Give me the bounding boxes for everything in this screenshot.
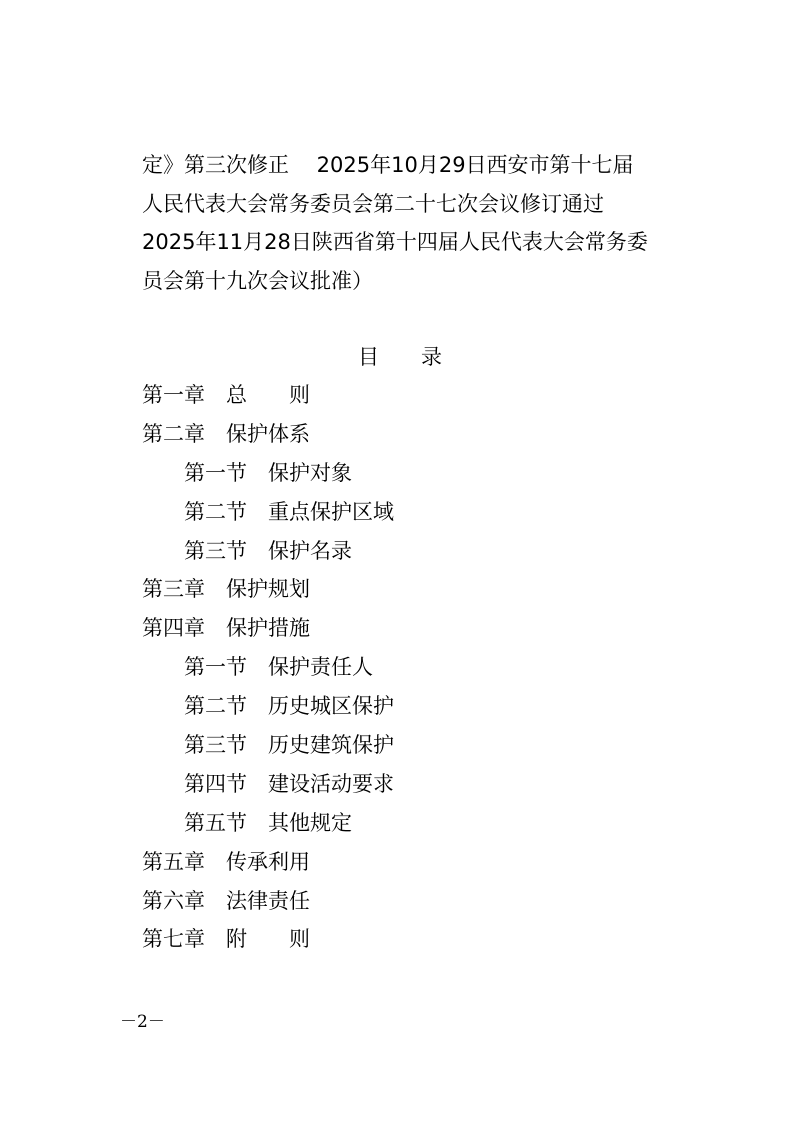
toc-number: 第五章 bbox=[142, 849, 205, 874]
toc-title: 保护名录 bbox=[268, 538, 352, 563]
toc-number: 第二节 bbox=[184, 694, 247, 719]
intro-line: 人民代表大会常务委员会第二十七次会议修订通过 bbox=[142, 191, 604, 216]
toc-chapter bbox=[142, 570, 702, 609]
toc-section bbox=[142, 765, 702, 804]
toc-chapter bbox=[142, 882, 702, 921]
toc-number: 第五节 bbox=[184, 810, 247, 835]
toc-chapter bbox=[142, 920, 702, 959]
toc-section bbox=[142, 454, 702, 493]
toc-number: 第一节 bbox=[184, 460, 247, 485]
toc-section bbox=[142, 804, 702, 843]
toc-number: 第一节 bbox=[184, 655, 247, 680]
toc-title-part: 则 bbox=[289, 927, 310, 952]
toc-title: 重点保护区域 bbox=[268, 499, 394, 524]
intro-line: 2025年11月28日陕西省第十四届人民代表大会常务委 bbox=[142, 230, 648, 255]
toc-section bbox=[142, 687, 702, 726]
toc-number: 第三节 bbox=[184, 733, 247, 758]
toc-number: 第二章 bbox=[142, 421, 205, 446]
intro-line: 定》第三次修正 2025年10月29日西安市第十七届 bbox=[142, 153, 634, 177]
toc-chapter bbox=[142, 415, 702, 454]
toc-title-part: 则 bbox=[289, 383, 310, 407]
toc-chapter bbox=[142, 609, 702, 648]
page-number: －2－ bbox=[120, 1012, 165, 1032]
toc-heading bbox=[0, 338, 800, 376]
toc-number: 第七章 bbox=[142, 927, 205, 952]
toc-section bbox=[142, 493, 702, 532]
toc-title: 法律责任 bbox=[226, 888, 310, 913]
toc-title: 历史城区保护 bbox=[268, 694, 394, 719]
toc-title: 传承利用 bbox=[226, 849, 310, 874]
toc-title: 保护规划 bbox=[226, 577, 310, 602]
toc-title: 历史建筑保护 bbox=[268, 733, 394, 758]
toc-heading-char: 录 bbox=[421, 345, 442, 369]
toc-number: 第三章 bbox=[142, 577, 205, 602]
toc-number: 第四章 bbox=[142, 616, 205, 641]
toc-title-part: 附 bbox=[226, 927, 247, 952]
toc-number: 第三节 bbox=[184, 538, 247, 563]
intro-line: 员会第十九次会议批准） bbox=[142, 268, 373, 293]
toc-chapter bbox=[142, 843, 702, 882]
toc-number: 第四节 bbox=[184, 771, 247, 796]
toc-section bbox=[142, 648, 702, 687]
toc-number: 第六章 bbox=[142, 888, 205, 913]
toc-title: 建设活动要求 bbox=[268, 771, 394, 796]
toc-chapter bbox=[142, 376, 702, 415]
toc-heading-char: 目 bbox=[358, 345, 379, 369]
toc-title: 保护对象 bbox=[268, 460, 352, 485]
table-of-contents bbox=[142, 376, 702, 959]
toc-number: 第二节 bbox=[184, 499, 247, 524]
toc-section bbox=[142, 532, 702, 571]
toc-title: 保护措施 bbox=[226, 616, 310, 641]
toc-title-part: 总 bbox=[226, 383, 247, 407]
toc-title: 其他规定 bbox=[268, 810, 352, 835]
toc-number: 第一章 bbox=[142, 383, 205, 407]
intro-paragraph bbox=[142, 146, 662, 300]
toc-section bbox=[142, 726, 702, 765]
toc-title: 保护体系 bbox=[226, 421, 310, 446]
toc-title: 保护责任人 bbox=[268, 655, 373, 680]
